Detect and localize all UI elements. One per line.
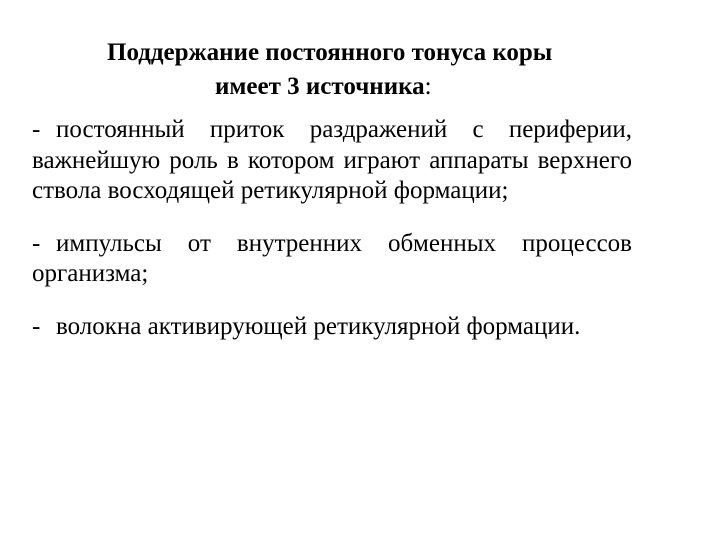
- title-line-1: Поддержание постоянного тонуса коры: [107, 39, 553, 66]
- bullet-item-1: [32, 115, 632, 207]
- title-line-2-text: имеет 3 источника: [215, 73, 425, 100]
- title-colon: :: [424, 73, 432, 100]
- bullet-dash-2: -: [32, 229, 41, 257]
- bullet-item-2: [32, 229, 632, 290]
- bullet-dash-3: -: [32, 312, 41, 340]
- bullet-item-3: [32, 312, 632, 343]
- bullet-list: [32, 115, 632, 364]
- slide-title: [0, 36, 720, 104]
- bullet-text-1: постоянный приток раздражений с периферии, важнейшую роль в котором играют аппараты верхнего ствола восходящей ретикулярной формации;: [32, 116, 632, 204]
- bullet-dash-1: -: [32, 116, 41, 143]
- bullet-text-3: волокна активирующей ретикулярной формации.: [56, 312, 581, 340]
- bullet-text-2: импульсы от внутренних обменных процессов организма;: [32, 229, 632, 287]
- title-line-2: [0, 70, 720, 104]
